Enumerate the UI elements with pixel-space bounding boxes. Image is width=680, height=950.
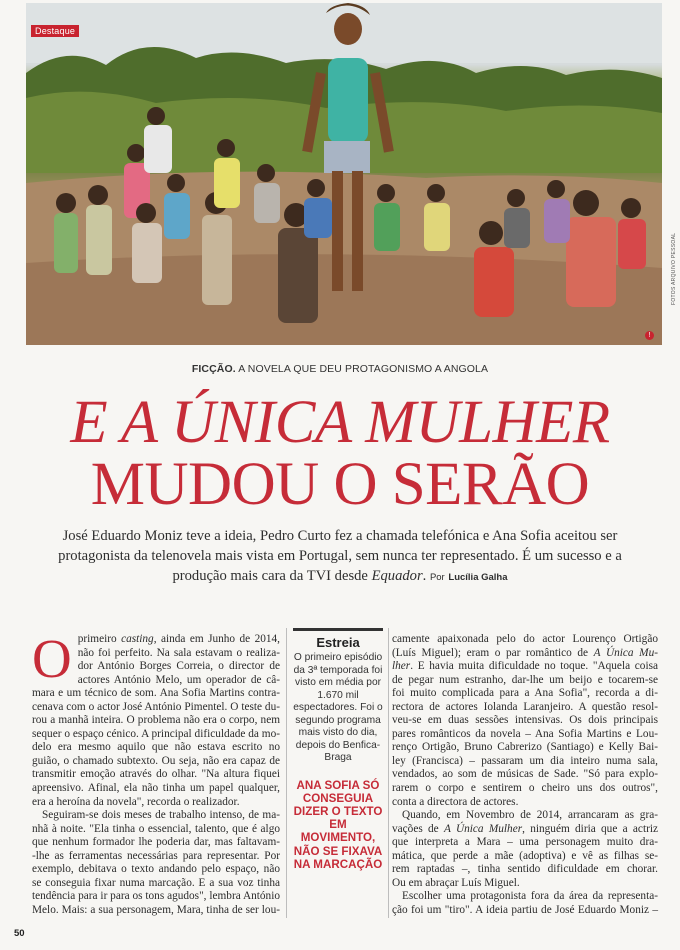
text-line: lher. E havia muita dificuldade no toque. "Aquela coisa (392, 660, 658, 673)
text-line: sequer o espaço cénico. A principal dificuldade da mo- (32, 727, 280, 740)
text-line: Escolher uma protagonista fora da área da representa- (402, 890, 658, 903)
text-line: ção foi um "tiro". A ideia partiu de José Eduardo Moniz – (392, 903, 658, 916)
text-line: pares românticos da novela – Ana Sofia Martins e Lou- (392, 727, 658, 740)
text-line: Ou em abraçar Luís Miguel. (392, 876, 520, 889)
text-line: apreensivo. Afinal, ela não tinha um papel qualquer, (32, 782, 280, 795)
text-line: (Luís Miguel); eram o par romântico de A Única Mu- (392, 646, 658, 659)
pull-quote: ANA SOFIA SÓ CONSEGUIA DIZER O TEXTO EM MOVIMENTO, NÃO SE FIXAVA NA MARCAÇÃO (293, 778, 383, 871)
headline-line2: MUDOU O SERÃO (90, 451, 590, 518)
text-line: actores António Melo, um operador de câ- (77, 673, 280, 686)
photo-illustration (26, 3, 662, 345)
text-line: que nenhum formador lhe poderia dar, mas faltavam- (32, 836, 280, 849)
text-line: mática, que perde a mãe (adoptiva) e vê as filhas se- (392, 849, 658, 862)
text-line: não foi perfeito. Na sala estavam o realiza- (77, 646, 280, 659)
text-line: guião, o chamado subtexto. Ou seja, não era capaz de (32, 754, 280, 767)
text-line: vações de A Única Mulher, ninguém diria que a actriz (392, 822, 658, 835)
text-line: de pegar num estranho, dar-lhe um beijo e tocarem-se (392, 673, 658, 686)
text-line: tendência para ir para os tons agudos", lembra António (32, 890, 280, 903)
byline-author: Lucília Galha (448, 572, 508, 583)
text-line: rou a manhã inteira. O problema não era o corpo, nem (32, 714, 280, 727)
lead-text: José Eduardo Moniz teve a ideia, Pedro Curto fez a chamada telefónica e Ana Sofia aceitou ser protagonista da telenovela mais vista em Portugal, sem nunca ter representado. É um sucesso e a produção mais cara da TVI desde (58, 528, 622, 584)
text-line: veu-se em duas sessões intensivas. Os dois principais (392, 714, 658, 727)
lead-paragraph: José Eduardo Moniz teve a ideia, Pedro Curto fez a chamada telefónica e Ana Sofia aceitou ser protagonista da telenovela mais vista em Portugal, sem nunca ter representado. É um sucesso e a produção mais cara da TVI desde Equador. Por Lucília Galha (58, 528, 622, 584)
hero-photo (26, 3, 662, 345)
text-line: vendados, ao som de músicas de Sade. "Só para explo- (392, 768, 658, 781)
text-line: primeiro casting, ainda em Junho de 2014, (77, 633, 280, 645)
photo-credit: FOTOS ARQUIVO PESSOAL (671, 232, 677, 305)
text-line: era a heroína da novela", recorda o realizador. (32, 795, 240, 808)
text-line: cenava com o actor José António Pimentel. O teste du- (32, 700, 280, 713)
text-line: Quando, em Novembro de 2014, arrancaram as gra- (402, 809, 658, 822)
column-divider (388, 628, 389, 918)
text-line: dor António Borges Correia, o director de (77, 660, 280, 673)
page-number: 50 (14, 928, 25, 939)
sidebar-box (293, 628, 383, 871)
sidebar-body: O primeiro episódio da 3ª temporada foi visto em média por 1.670 mil espectadores. Foi o segundo programa mais visto do dia, depois do Benfica-Braga (293, 652, 383, 763)
byline-prefix: Por (429, 572, 445, 583)
kicker-text: A NOVELA QUE DEU PROTAGONISMO A ANGOLA (238, 363, 489, 375)
drop-cap: O (32, 628, 72, 689)
article-column-left (32, 628, 280, 917)
text-line: renço Ortigão, Bruno Cabrerizo (Santiago) e Kelly Bai- (392, 741, 658, 754)
lead-title: Equador (371, 568, 423, 584)
text-line: foi muito complicada para a Ana Sofia", recorda a di- (392, 687, 658, 700)
section-tag: Destaque (31, 25, 79, 37)
text-line: se conseguia fixar numa marcação. E a sua voz tinha (32, 876, 280, 889)
text-line: camente apaixonada pelo do actor Lourenço Ortigão (392, 633, 658, 645)
text-line: -lhe as ferramentas necessárias para representar. Por (32, 849, 280, 862)
text-line: transmitir emoção através do olhar. "Na altura fiquei (32, 768, 280, 781)
text-line: exemplo, debitava o texto andando pelo espaço, não (32, 863, 280, 876)
text-line: rectora de actores Iolanda Laranjeiro. A questão resol- (392, 700, 658, 713)
text-line: mara e um técnico de som. Ana Sofia Martins contra- (32, 687, 280, 700)
text-line: Seguiram-se dois meses de trabalho intenso, de ma- (42, 809, 280, 822)
text-line: que interpreta a Mara – uma personagem muito dra- (392, 836, 658, 849)
text-line: ley (Francisca) – passaram um dia inteiro numa sala, (392, 754, 658, 767)
sidebar-rule (293, 628, 383, 631)
article-column-right (392, 633, 658, 917)
info-badge: ! (645, 331, 654, 340)
text-line: conta a directora de actores. (392, 795, 519, 808)
column-divider (286, 628, 287, 918)
sidebar-title: Estreia (316, 635, 360, 650)
text-line: nhã à noite. "Ela tinha o essencial, talento, que é algo (32, 822, 280, 835)
headline-line1: E A ÚNICA MULHER (70, 389, 610, 456)
kicker (0, 363, 680, 375)
text-line: Melo. Mais: a sua personagem, Mara, tinha de ser lou- (32, 903, 280, 916)
kicker-label: FICÇÃO. (191, 363, 236, 375)
text-line: rarem o corpo e sentirem o cheiro uns dos outros", (392, 782, 658, 795)
text-line: rem raptadas –, tinha sentido dificuldade em chorar. (392, 863, 658, 876)
text-line: delo era mesmo aquilo que não estava escrito no (32, 741, 280, 754)
